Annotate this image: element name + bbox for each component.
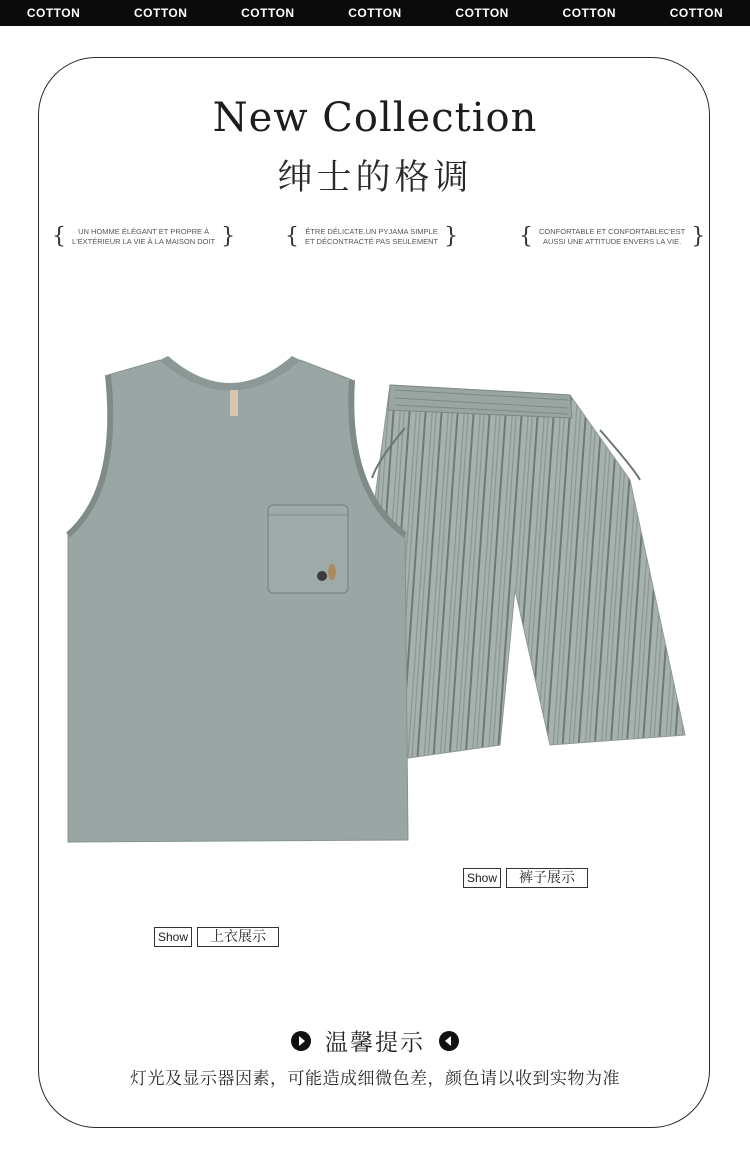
quote-line: ÊTRE DÉLICATE.UN PYJAMA SIMPLE — [305, 227, 438, 236]
quote-line: UN HOMME ÉLÉGANT ET PROPRE À — [78, 227, 210, 236]
top-show-tag — [154, 927, 279, 947]
tip-body: 灯光及显示器因素，可能造成细微色差，颜色请以收到实物为准 — [130, 1069, 620, 1089]
brace-open: { — [519, 224, 533, 249]
banner-item: COTTON — [348, 6, 402, 20]
cotton-banner — [0, 0, 750, 26]
quote-text — [539, 227, 685, 247]
shorts-show-tag — [463, 868, 588, 888]
shorts-label: 裤子展示 — [506, 868, 588, 888]
banner-item: COTTON — [26, 6, 81, 20]
page-title-en: New Collection — [212, 95, 538, 141]
quote-block-2 — [285, 224, 458, 250]
tip-title: 温馨提示 — [325, 1030, 425, 1056]
arrow-right-icon — [291, 1031, 311, 1051]
banner-item: COTTON — [241, 6, 295, 20]
top-label: 上衣展示 — [197, 927, 279, 947]
brace-close: } — [691, 224, 706, 249]
brace-close: } — [221, 224, 236, 249]
tank-top-image — [68, 356, 408, 842]
show-label: Show — [463, 868, 501, 888]
quote-line: ET DÉCONTRACTÉ PAS SEULEMENT — [305, 237, 439, 246]
brace-close: } — [444, 224, 459, 249]
quote-text — [305, 227, 438, 247]
show-label: Show — [154, 927, 192, 947]
page-title-cn: 绅士的格调 — [277, 158, 473, 198]
banner-item: COTTON — [455, 6, 509, 20]
brace-open: { — [52, 224, 66, 249]
product-illustration — [60, 350, 700, 850]
quote-block-3 — [519, 224, 705, 250]
quote-line: CONFORTABLE ET CONFORTABLEC'EST — [539, 227, 686, 236]
banner-item: COTTON — [133, 6, 188, 20]
banner-item: COTTON — [562, 6, 616, 20]
quote-line: L'EXTÉRIEUR LA VIE À LA MAISON DOIT — [72, 237, 216, 246]
shorts-image — [372, 385, 685, 758]
brace-open: { — [285, 224, 299, 249]
arrow-left-icon — [439, 1031, 459, 1051]
quote-text — [72, 227, 215, 247]
tip-heading — [0, 1024, 750, 1057]
banner-item: COTTON — [669, 6, 724, 20]
quote-line: AUSSI UNE ATTITUDE ENVERS LA VIE. — [542, 237, 682, 246]
quote-block-1 — [52, 224, 235, 250]
